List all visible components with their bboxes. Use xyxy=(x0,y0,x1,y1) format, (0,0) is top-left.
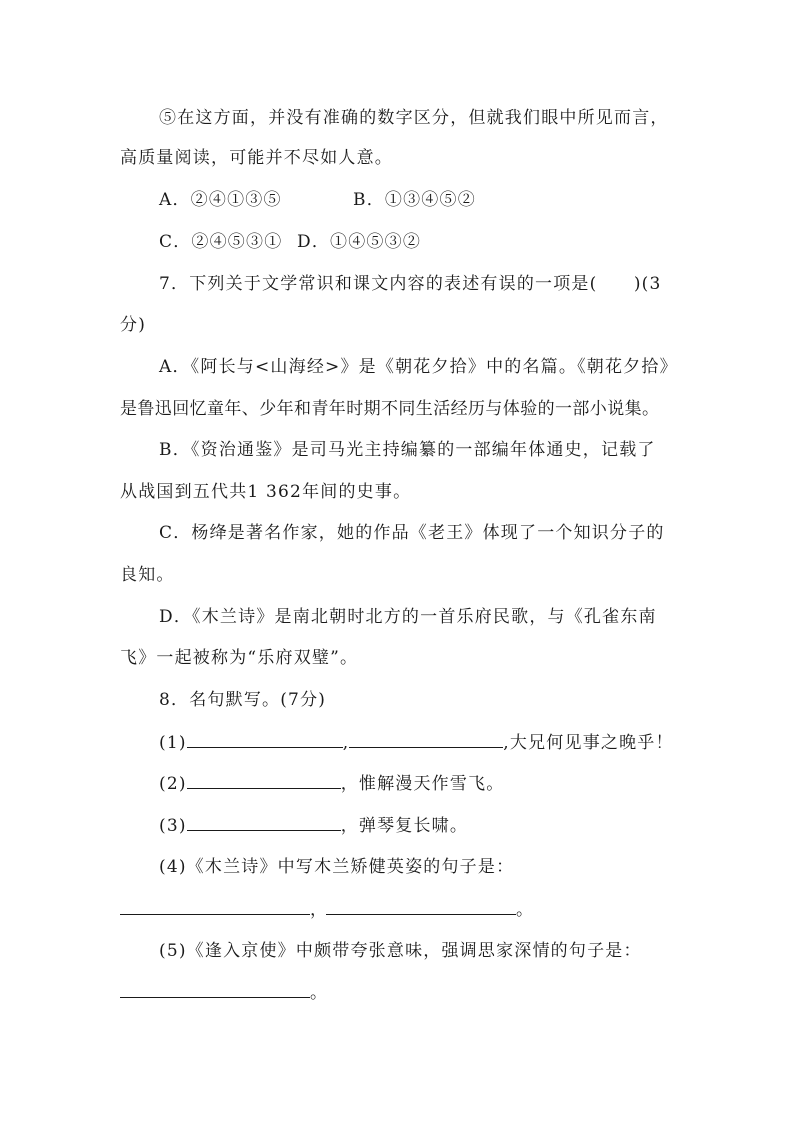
q7-stem-line2: 分) xyxy=(120,315,147,335)
q7-stem-line1: 7．下列关于文学常识和课文内容的表述有误的一项是( )(3 xyxy=(159,274,662,294)
q6-sentence-5-line1: ⑤在这方面，并没有准确的数字区分，但就我们眼中所见而言， xyxy=(159,108,669,128)
q8-item-4-separator: ， xyxy=(310,900,327,920)
q7-option-a-line1: A．《阿长与<山海经>》是《朝花夕拾》中的名篇。《朝花夕拾》 xyxy=(159,357,678,377)
q6-option-c: C．②④⑤③① xyxy=(159,232,283,252)
q8-item-4-blank-a[interactable] xyxy=(120,898,310,915)
q8-item-1-number: (1) xyxy=(159,733,187,753)
q8-item-2 xyxy=(159,772,505,795)
q7-option-b-line1: B．《资治通鉴》是司马光主持编纂的一部编年体通史，记载了 xyxy=(159,440,656,460)
q8-item-4-blank-b[interactable] xyxy=(326,898,516,915)
q8-item-5-prompt: (5)《逢入京使》中颇带夸张意味，强调思家深情的句子是： xyxy=(159,941,642,961)
q8-item-5-end: 。 xyxy=(310,983,327,1003)
q8-item-2-number: (2) xyxy=(159,774,187,794)
q6-option-d: D．①④⑤③② xyxy=(297,232,422,252)
q8-item-5-blank[interactable] xyxy=(120,981,310,998)
q7-option-d-line1: D．《木兰诗》是南北朝时北方的一首乐府民歌，与《孔雀东南 xyxy=(159,607,657,627)
q8-item-5-answer xyxy=(120,981,327,1004)
q8-item-4-answer xyxy=(120,898,533,921)
q8-item-1-tail: ,大兄何见事之晚乎！ xyxy=(503,733,674,753)
q8-item-1-separator: , xyxy=(342,733,350,753)
q8-item-3 xyxy=(159,814,468,837)
q8-item-2-tail: ，惟解漫天作雪飞。 xyxy=(340,774,505,794)
q7-option-d-line2: 飞》一起被称为“乐府双璧”。 xyxy=(120,648,359,668)
q8-item-2-blank[interactable] xyxy=(187,772,341,789)
q8-item-3-blank[interactable] xyxy=(187,814,341,831)
q8-stem: 8．名句默写。(7分) xyxy=(159,690,327,710)
q6-sentence-5-line2: 高质量阅读，可能并不尽如人意。 xyxy=(120,148,393,168)
q8-item-1-blank-a[interactable] xyxy=(187,731,343,748)
q7-option-a-line2: 是鲁迅回忆童年、少年和青年时期不同生活经历与体验的一部小说集。 xyxy=(120,399,660,419)
q8-item-3-tail: ，弹琴复长啸。 xyxy=(340,816,469,836)
q8-item-3-number: (3) xyxy=(159,816,187,836)
q7-option-c-line1: C．杨绛是著名作家，她的作品《老王》体现了一个知识分子的 xyxy=(159,523,665,543)
q8-item-4-prompt: (4)《木兰诗》中写木兰矫健英姿的句子是： xyxy=(159,857,515,877)
q8-item-1 xyxy=(159,731,674,754)
q6-option-b: B．①③④⑤② xyxy=(353,190,476,210)
q8-item-1-blank-b[interactable] xyxy=(349,731,503,748)
q8-item-4-end: 。 xyxy=(516,900,533,920)
q6-option-a: A．②④①③⑤ xyxy=(159,190,282,210)
q7-option-b-line2: 从战国到五代共1 362年间的史事。 xyxy=(120,482,412,502)
q7-option-c-line2: 良知。 xyxy=(120,565,175,585)
